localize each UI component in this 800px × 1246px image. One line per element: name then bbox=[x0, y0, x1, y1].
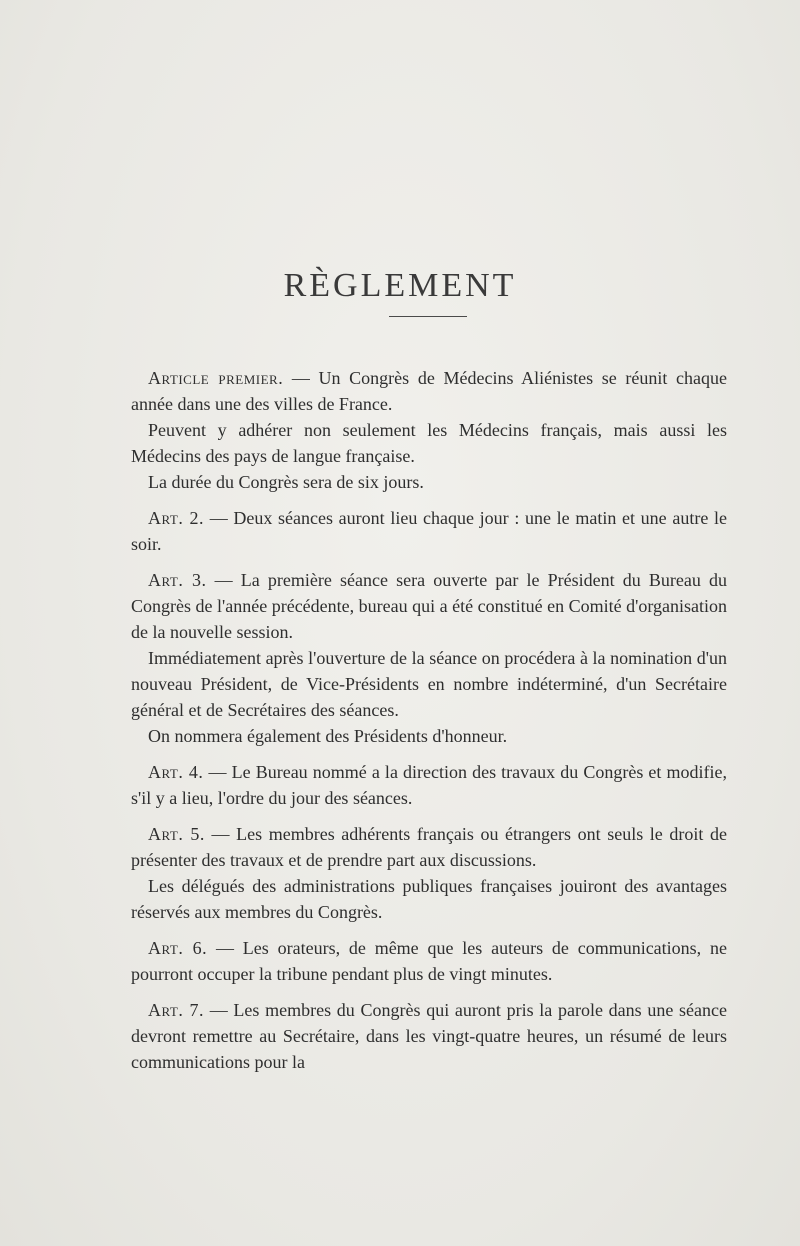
article-heading: Art. 2. bbox=[148, 508, 205, 528]
paragraph-text: Peuvent y adhérer non seulement les Médecins français, mais aussi les Médecins des pays de langue française. bbox=[131, 420, 727, 466]
paragraph-article-3-b bbox=[131, 645, 727, 723]
paragraph-text: — Les orateurs, de même que les auteurs de communications, ne pourront occuper la tribune pendant plus de vingt minutes. bbox=[131, 938, 727, 984]
paragraph-article-5 bbox=[131, 821, 727, 873]
paragraph-article-4 bbox=[131, 759, 727, 811]
paragraph-article-1-b bbox=[131, 417, 727, 469]
article-heading: Art. 4. bbox=[148, 762, 204, 782]
paragraph-text: — Deux séances auront lieu chaque jour : une le matin et une autre le soir. bbox=[131, 508, 727, 554]
paragraph-text: — Les membres du Congrès qui auront pris la parole dans une séance devront remettre au Secrétaire, dans les vingt-quatre heures, un résumé de leurs communications pour la bbox=[131, 1000, 727, 1072]
paragraph-article-1-c bbox=[131, 469, 727, 495]
paragraph-article-7 bbox=[131, 997, 727, 1075]
paragraph-text: On nommera également des Présidents d'honneur. bbox=[148, 726, 508, 746]
page-title: RÈGLEMENT bbox=[283, 266, 517, 304]
regulation-body bbox=[131, 365, 727, 1075]
paragraph-text: La durée du Congrès sera de six jours. bbox=[148, 472, 424, 492]
article-heading: Article premier. bbox=[148, 368, 284, 388]
paragraph-text: — Les membres adhérents français ou étrangers ont seuls le droit de présenter des travaux et de prendre part aux discussions. bbox=[131, 824, 727, 870]
article-heading: Art. 5. bbox=[148, 824, 205, 844]
paragraph-article-2 bbox=[131, 505, 727, 557]
paragraph-text: — Le Bureau nommé a la direction des travaux du Congrès et modifie, s'il y a lieu, l'ordre du jour des séances. bbox=[131, 762, 727, 808]
paragraph-article-3 bbox=[131, 567, 727, 645]
paragraph-article-5-b bbox=[131, 873, 727, 925]
paragraph-article-3-c bbox=[131, 723, 727, 749]
paragraph-text: — Un Congrès de Médecins Aliénistes se réunit chaque année dans une des villes de France. bbox=[131, 368, 728, 414]
article-heading: Art. 6. bbox=[148, 938, 208, 958]
paragraph-text: Immédiatement après l'ouverture de la séance on procédera à la nomination d'un nouveau Président, de Vice-Présidents en nombre indéterminé, d'un Secrétaire général et de Secrétaires des séances. bbox=[131, 648, 727, 720]
paragraph-text: — La première séance sera ouverte par le Président du Bureau du Congrès de l'année précédente, bureau qui a été constitué en Comité d'organisation de la nouvelle session. bbox=[131, 570, 727, 642]
paragraph-article-1 bbox=[131, 365, 727, 417]
article-heading: Art. 3. bbox=[148, 570, 207, 590]
article-heading: Art. 7. bbox=[148, 1000, 205, 1020]
paragraph-article-6 bbox=[131, 935, 727, 987]
paragraph-text: Les délégués des administrations publiques françaises jouiront des avantages réservés aux membres du Congrès. bbox=[131, 876, 727, 922]
title-rule bbox=[389, 316, 467, 317]
